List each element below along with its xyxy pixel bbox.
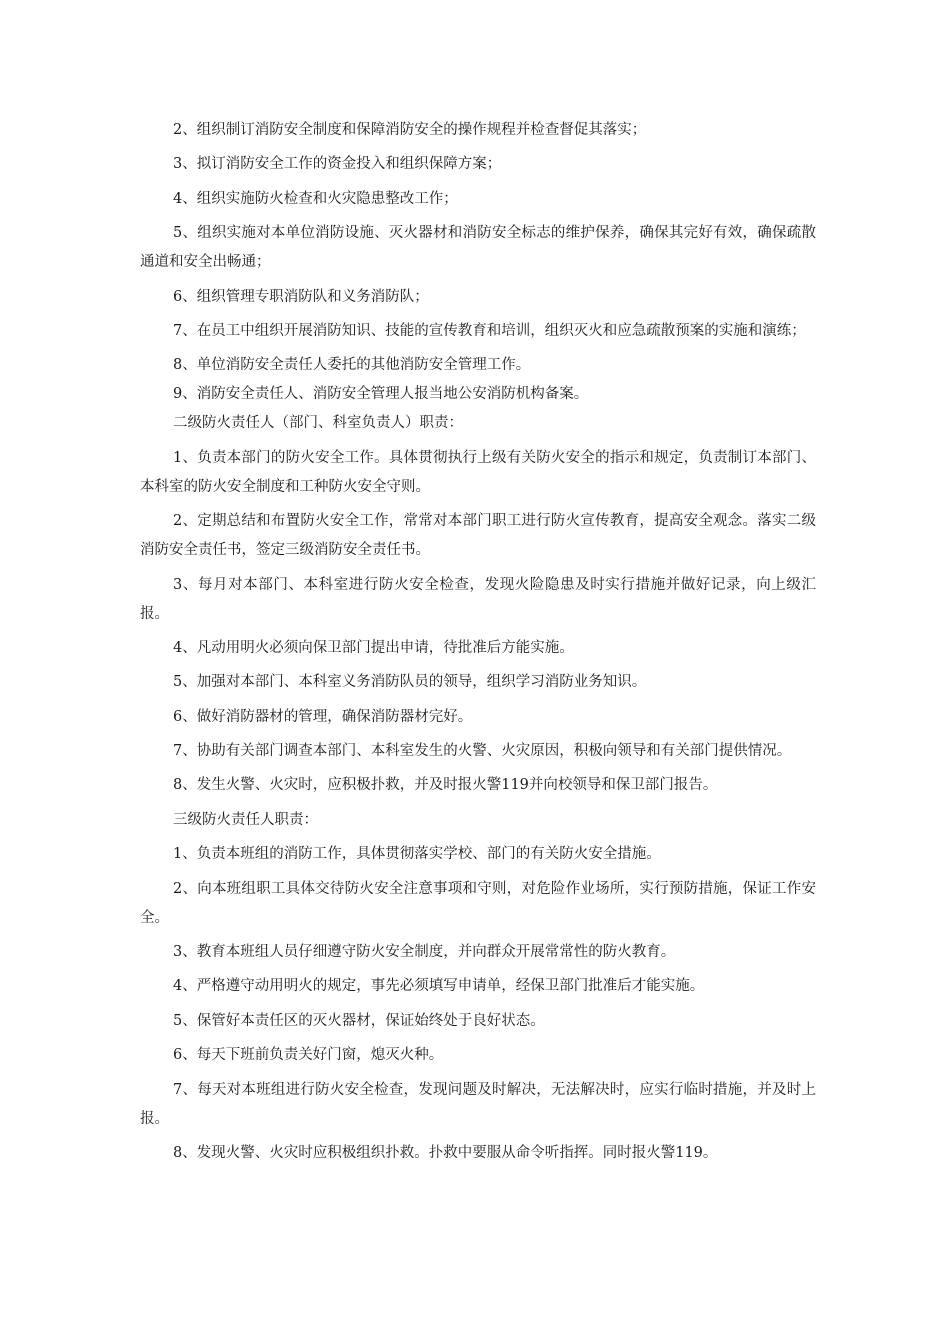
paragraph: 8、发生火警、火灾时，应积极扑救，并及时报火警119并向校领导和保卫部门报告。 (173, 777, 718, 794)
paragraph: 2、向本班组职工具体交待防火安全注意事项和守则，对危险作业场所，实行预防措施，保证工作安全。 (140, 880, 816, 926)
section-heading: 二级防火责任人（部门、科室负责人）职责： (173, 415, 463, 432)
paragraph: 7、在员工中组织开展消防知识、技能的宣传教育和培训，组织灭火和应急疏散预案的实施和演练； (173, 322, 806, 339)
paragraph: 5、保管好本责任区的灭火器材，保证始终处于良好状态。 (173, 1012, 545, 1029)
paragraph: 7、每天对本班组进行防火安全检查，发现问题及时解决，无法解决时，应实行临时措施，并及时上报。 (140, 1081, 816, 1127)
paragraph: 7、协助有关部门调查本部门、本科室发生的火警、火灾原因，积极向领导和有关部门提供情况。 (173, 743, 792, 760)
paragraph: 6、组织管理专职消防队和义务消防队； (173, 288, 429, 305)
paragraph: 5、加强对本部门、本科室义务消防队员的领导，组织学习消防业务知识。 (173, 674, 647, 691)
document-body (140, 116, 816, 1173)
paragraph: 1、负责本班组的消防工作，具体贯彻落实学校、部门的有关防火安全措施。 (173, 846, 661, 863)
paragraph: 8、单位消防安全责任人委托的其他消防安全管理工作。 (173, 357, 531, 374)
paragraph: 4、严格遵守动用明火的规定，事先必须填写申请单，经保卫部门批准后才能实施。 (173, 978, 705, 995)
section-heading: 三级防火责任人职责： (173, 811, 318, 828)
paragraph: 6、做好消防器材的管理，确保消防器材完好。 (173, 708, 473, 725)
paragraph: 6、每天下班前负责关好门窗，熄灭火种。 (173, 1047, 444, 1064)
paragraph: 3、拟订消防安全工作的资金投入和组织保障方案； (173, 156, 502, 173)
paragraph: 9、消防安全责任人、消防安全管理人报当地公安消防机构备案。 (173, 386, 589, 403)
paragraph: 4、组织实施防火检查和火灾隐患整改工作； (173, 190, 458, 207)
paragraph: 2、组织制订消防安全制度和保障消防安全的操作规程并检查督促其落实； (173, 122, 647, 138)
paragraph: 2、定期总结和布置防火安全工作，常常对本部门职工进行防火宣传教育，提高安全观念。落实二级消防安全责任书，签定三级消防安全责任书。 (140, 513, 816, 559)
paragraph: 8、发现火警、火灾时应积极组织扑救。扑救中要服从命令听指挥。同时报火警119。 (173, 1144, 718, 1161)
paragraph: 4、凡动用明火必须向保卫部门提出申请，待批准后方能实施。 (173, 639, 574, 656)
paragraph: 5、组织实施对本单位消防设施、灭火器材和消防安全标志的维护保养，确保其完好有效，确保疏散通道和安全出畅通； (140, 225, 816, 271)
paragraph: 1、负责本部门的防火安全工作。具体贯彻执行上级有关防火安全的指示和规定，负责制订本部门、本科室的防火安全制度和工种防火安全守则。 (140, 449, 816, 495)
paragraph: 3、教育本班组人员仔细遵守防火安全制度，并向群众开展常常性的防火教育。 (173, 944, 676, 961)
paragraph: 3、每月对本部门、本科室进行防火安全检查，发现火险隐患及时实行措施并做好记录，向上级汇报。 (140, 576, 816, 622)
